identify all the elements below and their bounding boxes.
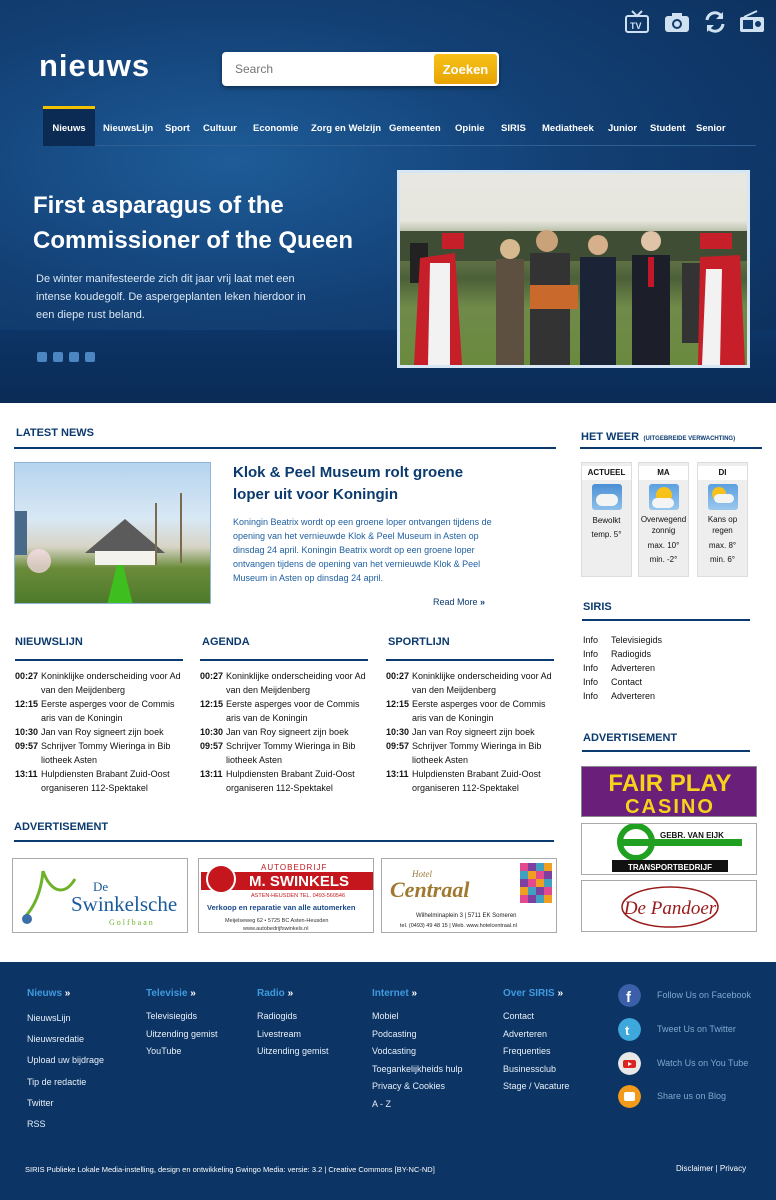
item-text: Schrijver Tommy Wieringa in Bib liotheek Asten xyxy=(41,741,171,765)
nieuwslijn-heading: NIEUWSLIJN xyxy=(15,636,83,648)
list-item[interactable] xyxy=(200,669,370,697)
footer-heading-internet[interactable] xyxy=(372,988,417,999)
double-chevron-icon: » xyxy=(190,988,196,999)
item-text: Eerste asperges voor de Commis aris van de Koningin xyxy=(41,699,175,723)
search-button[interactable]: Zoeken xyxy=(434,54,497,84)
siris-heading: SIRIS xyxy=(583,601,612,613)
weather-temp: temp. 5° xyxy=(591,530,622,539)
weather-min: min. -2° xyxy=(649,555,678,564)
ad-text: ASTEN-HEUSDEN TEL. 0493-560546 xyxy=(251,893,346,899)
footer-link[interactable]: NieuwsLijn xyxy=(27,1013,71,1023)
ad-fair-play-casino[interactable] xyxy=(581,766,757,817)
nav-item-senior[interactable]: Senior xyxy=(696,123,726,134)
weather-day: MA xyxy=(639,466,688,480)
footer-link[interactable]: Twitter xyxy=(27,1097,54,1108)
nav-item-mediatheek[interactable]: Mediatheek xyxy=(542,123,594,134)
ad-autobedrijf-swinkels[interactable] xyxy=(198,858,374,933)
list-item[interactable] xyxy=(200,725,370,739)
search-box xyxy=(222,52,499,86)
footer-heading-radio[interactable] xyxy=(257,988,293,999)
legal-separator: | xyxy=(715,1164,718,1173)
footer-link[interactable]: Stage / Vacature xyxy=(503,1081,570,1091)
siris-item[interactable] xyxy=(583,647,753,661)
footer-link[interactable]: Contact xyxy=(503,1011,535,1021)
ad-hotel-centraal[interactable] xyxy=(381,858,557,933)
ad-de-pandoer[interactable] xyxy=(581,880,757,932)
siris-item-key: Info xyxy=(583,677,599,687)
footer-link[interactable]: A - Z xyxy=(372,1098,392,1109)
tv-icon[interactable] xyxy=(624,10,650,34)
weather-day: DI xyxy=(698,466,747,480)
siris-item-value: Adverteren xyxy=(611,691,656,701)
list-item[interactable] xyxy=(15,739,185,767)
item-text: Eerste asperges voor de Commis aris van de Koningin xyxy=(412,699,546,723)
footer-link[interactable]: Livestream xyxy=(257,1028,302,1039)
slider-dot-3[interactable] xyxy=(69,352,79,362)
ad-text: Swinkelsche xyxy=(71,892,178,916)
header xyxy=(0,0,776,403)
list-item[interactable] xyxy=(386,767,556,795)
item-text: Schrijver Tommy Wieringa in Bib liotheek Asten xyxy=(226,741,356,765)
siris-item-key: Info xyxy=(583,635,599,645)
social-label: Tweet Us on Twitter xyxy=(657,1024,736,1034)
nav-item-siris[interactable]: SIRIS xyxy=(501,123,526,134)
footer-link[interactable]: Uitzending gemist xyxy=(257,1046,329,1056)
weather-max: max. 10° xyxy=(647,541,680,550)
item-time: 13:11 xyxy=(15,769,38,779)
siris-item[interactable] xyxy=(583,633,753,647)
side-advertisement-rule xyxy=(582,750,750,752)
van-eijk-logo xyxy=(582,824,757,875)
refresh-icon[interactable] xyxy=(702,10,728,34)
item-time: 00:27 xyxy=(200,671,224,681)
sportlijn-heading: SPORTLIJN xyxy=(388,636,450,648)
weather-desc: Overwegend zonnig xyxy=(640,515,687,535)
nav-item-nieuwslijn[interactable]: NieuwsLijn xyxy=(103,123,154,134)
agenda-rule xyxy=(200,659,368,661)
item-text: Eerste asperges voor de Commis aris van de Koningin xyxy=(226,699,360,723)
list-item[interactable] xyxy=(386,739,556,767)
nieuwslijn-column xyxy=(15,635,185,795)
cloudy-icon xyxy=(592,484,622,510)
facebook-icon xyxy=(618,984,641,1007)
footer-link[interactable]: Radiogids xyxy=(257,1011,298,1021)
ad-text: TRANSPORTBEDRIJF xyxy=(627,863,713,872)
social-twitter[interactable] xyxy=(618,1018,776,1042)
weather-card-ma xyxy=(638,462,689,577)
hero-text: De winter manifesteerde zich dit jaar vrij laat met een intense koudegolf. De aspergeplanten leken hierdoor in een diepe rust beland. xyxy=(36,273,306,321)
ad-swinkelsche-golfbaan[interactable] xyxy=(12,858,188,933)
ad-text: De Pandoer xyxy=(623,898,717,919)
double-chevron-icon: » xyxy=(411,988,418,999)
footer-link[interactable]: Businessclub xyxy=(503,1063,557,1074)
footer-links-nieuws xyxy=(27,1008,104,1135)
footer-links-over-siris xyxy=(503,1008,569,1096)
copyright-text: SIRIS Publieke Lokale Media-instelling, design en ontwikkeling Gwingo Media: versie: 3.2 | Creative Commons [BY-NC-ND] xyxy=(25,1165,435,1174)
agenda-heading: AGENDA xyxy=(202,636,250,648)
siris-rule xyxy=(582,619,750,621)
ad-text: AUTOBEDRIJF xyxy=(261,863,328,872)
main-nav xyxy=(43,106,756,146)
footer-links-televisie xyxy=(146,1008,218,1061)
item-text: Jan van Roy signeert zijn boek xyxy=(226,727,349,737)
latest-news-title[interactable]: Klok & Peel Museum rolt groene loper uit voor Koningin xyxy=(233,464,464,503)
footer-heading-label: Radio xyxy=(257,988,285,999)
siris-list xyxy=(583,633,753,703)
item-text: Hulpdiensten Brabant Zuid-Oost organiseren 112-Spektakel xyxy=(226,769,355,793)
footer-heading-label: Televisie xyxy=(146,988,188,999)
footer-heading-label: Nieuws xyxy=(27,988,63,999)
siris-item-key: Info xyxy=(583,663,599,673)
disclaimer-link[interactable]: Disclaimer xyxy=(676,1164,714,1173)
item-time: 09:57 xyxy=(386,741,410,751)
search-input[interactable] xyxy=(222,52,434,86)
list-item[interactable] xyxy=(386,725,556,739)
camera-icon[interactable] xyxy=(664,10,690,34)
list-item[interactable] xyxy=(15,725,185,739)
footer-link[interactable]: Toegankelijkheids hulp xyxy=(372,1063,463,1074)
item-time: 10:30 xyxy=(15,727,39,737)
weather-desc: Bewolkt xyxy=(592,516,621,525)
list-item[interactable] xyxy=(200,697,370,725)
footer-link[interactable]: Podcasting xyxy=(372,1028,417,1039)
hotel-centraal-logo xyxy=(382,859,557,933)
nav-item-nieuws[interactable]: Nieuws xyxy=(43,106,95,146)
slider-dot-2[interactable] xyxy=(53,352,63,362)
list-item[interactable] xyxy=(15,669,185,697)
latest-news-photo[interactable] xyxy=(14,462,211,604)
footer-link[interactable]: Mobiel xyxy=(372,1011,399,1021)
nav-item-junior[interactable]: Junior xyxy=(608,123,638,134)
item-time: 12:15 xyxy=(15,699,39,709)
ad-text: Golfbaan xyxy=(109,918,155,927)
weather-max: max. 8° xyxy=(708,541,737,550)
siris-item-value: Adverteren xyxy=(611,663,656,673)
list-item[interactable] xyxy=(200,739,370,767)
nav-item-cultuur[interactable]: Cultuur xyxy=(203,123,237,134)
ad-text: tel. (0493) 49 48 15 | Web. www.hotelcentraal.nl xyxy=(400,923,517,929)
hero-title[interactable]: First asparagus of the Commissioner of the Queen xyxy=(33,192,354,254)
item-text: Jan van Roy signeert zijn boek xyxy=(412,727,535,737)
rain-icon xyxy=(708,484,738,510)
footer-link[interactable]: YouTube xyxy=(146,1046,182,1056)
list-item[interactable] xyxy=(386,697,556,725)
nav-item-sport[interactable]: Sport xyxy=(165,123,190,134)
autobedrijf-logo xyxy=(199,859,374,933)
footer-link[interactable]: Upload uw bijdrage xyxy=(27,1055,105,1066)
nav-item-economie[interactable]: Economie xyxy=(253,123,299,134)
footer-link[interactable]: Nieuwsredatie xyxy=(27,1034,85,1045)
list-item[interactable] xyxy=(15,767,185,795)
siris-item[interactable] xyxy=(583,661,753,675)
ad-text: De xyxy=(93,879,109,894)
sportlijn-column xyxy=(386,635,556,795)
double-chevron-icon: » xyxy=(64,988,71,999)
footer-link[interactable]: RSS xyxy=(27,1119,46,1130)
ad-gebr-van-eijk[interactable] xyxy=(581,823,757,875)
list-item[interactable] xyxy=(386,669,556,697)
footer-heading-label: Internet xyxy=(372,988,409,999)
ad-text: Verkoop en reparatie van alle automerken xyxy=(207,903,356,912)
legal-links xyxy=(676,1164,746,1173)
privacy-link[interactable]: Privacy xyxy=(719,1164,747,1173)
side-advertisement-heading: ADVERTISEMENT xyxy=(583,732,678,744)
youtube-icon xyxy=(618,1052,641,1075)
footer-link[interactable]: Privacy & Cookies xyxy=(372,1081,446,1091)
footer-link[interactable]: Adverteren xyxy=(503,1028,548,1039)
fair-play-logo xyxy=(582,767,757,817)
blog-icon xyxy=(618,1085,641,1108)
weather-card-actueel xyxy=(581,462,632,577)
nav-item-zorg-en-welzijn[interactable]: Zorg en Welzijn xyxy=(311,123,382,134)
siris-item[interactable] xyxy=(583,689,753,703)
weather-desc: Kans op regen xyxy=(707,515,738,535)
social-label: Share us on Blog xyxy=(657,1091,727,1101)
svg-text:TV: TV xyxy=(630,21,642,31)
nav-item-opinie[interactable]: Opinie xyxy=(455,123,485,134)
social-blog[interactable] xyxy=(618,1085,776,1109)
weather-day: ACTUEEL xyxy=(582,466,631,480)
list-item[interactable] xyxy=(200,767,370,795)
double-chevron-icon: » xyxy=(557,988,564,999)
footer-heading-over-siris[interactable] xyxy=(503,988,563,999)
weather-subtitle[interactable]: (UITGEBREIDE VERWACHTING) xyxy=(643,436,736,442)
footer-link[interactable]: Tip de redactie xyxy=(27,1076,87,1087)
nieuwslijn-rule xyxy=(15,659,183,661)
hero-photo[interactable] xyxy=(397,170,750,368)
advertisement-rule xyxy=(14,840,554,842)
item-time: 09:57 xyxy=(15,741,39,751)
svg-text:t: t xyxy=(625,1023,630,1038)
ad-text: Wilhelminaplein 3 | 5711 EK Someren xyxy=(416,913,517,919)
weather-card-di xyxy=(697,462,748,577)
museum-photo xyxy=(15,463,211,604)
radio-icon[interactable] xyxy=(739,10,765,34)
ad-text: CASINO xyxy=(625,796,715,817)
advertisement-heading: ADVERTISEMENT xyxy=(14,821,109,833)
latest-news-rule xyxy=(14,447,556,449)
item-time: 12:15 xyxy=(386,699,410,709)
siris-item-key: Info xyxy=(583,649,599,659)
item-text: Koninklijke onderscheiding voor Ad van den Meijdenberg xyxy=(41,671,181,695)
social-youtube[interactable] xyxy=(618,1052,776,1076)
read-more-link[interactable] xyxy=(433,597,485,607)
item-time: 00:27 xyxy=(15,671,39,681)
ad-text: Meijelseweg 62 • 5725 BC Asten-Heusden xyxy=(225,918,329,924)
siris-item-value: Televisiegids xyxy=(611,635,663,645)
weather-min: min. 6° xyxy=(710,555,735,564)
weather-rule xyxy=(580,447,762,449)
footer-link[interactable]: Uitzending gemist xyxy=(146,1028,218,1039)
item-time: 12:15 xyxy=(200,699,224,709)
svg-text:f: f xyxy=(626,989,631,1006)
item-text: Schrijver Tommy Wieringa in Bib liotheek Asten xyxy=(412,741,542,765)
twitter-icon xyxy=(618,1018,641,1041)
latest-news-heading: LATEST NEWS xyxy=(16,427,95,439)
ad-text: Centraal xyxy=(390,877,470,902)
siris-item-value: Contact xyxy=(611,677,643,687)
ad-text: GEBR. VAN EIJK xyxy=(660,831,724,840)
golf-logo xyxy=(13,859,188,933)
footer-link[interactable]: Televisiegids xyxy=(146,1011,198,1021)
list-item[interactable] xyxy=(15,697,185,725)
social-label: Watch Us on You Tube xyxy=(657,1058,749,1068)
footer-heading-televisie[interactable] xyxy=(146,988,196,999)
double-chevron-icon: » xyxy=(480,597,486,607)
item-text: Hulpdiensten Brabant Zuid-Oost organiseren 112-Spektakel xyxy=(41,769,170,793)
nav-item-student[interactable]: Student xyxy=(650,123,686,134)
ad-text: Hotel xyxy=(412,869,432,879)
item-text: Koninklijke onderscheiding voor Ad van den Meijdenberg xyxy=(226,671,366,695)
item-time: 13:11 xyxy=(200,769,223,779)
footer-heading-nieuws[interactable] xyxy=(27,988,70,999)
nav-item-gemeenten[interactable]: Gemeenten xyxy=(389,123,441,134)
footer-links-radio xyxy=(257,1008,329,1061)
read-more-label: Read More xyxy=(433,597,478,607)
item-text: Jan van Roy signeert zijn boek xyxy=(41,727,164,737)
social-facebook[interactable] xyxy=(618,984,776,1008)
pandoer-logo xyxy=(582,881,757,932)
partly-sunny-icon xyxy=(649,484,679,510)
site-logo[interactable]: nieuws xyxy=(39,48,151,83)
double-chevron-icon: » xyxy=(287,988,294,999)
item-time: 00:27 xyxy=(386,671,410,681)
agenda-column xyxy=(200,635,370,795)
ad-text: FAIR PLAY xyxy=(608,770,732,797)
latest-news-text: Koningin Beatrix wordt op een groene loper ontvangen tijdens de opening van het vernieuwde Klok & Peel Museum in Asten op dinsdag 24 april. Koningin Beatrix wordt op een groene loper ontvangen tijdens de opening van het vernieuwde Klok & Peel Museum in Asten op dinsdag 24 april. xyxy=(233,517,492,583)
item-text: Koninklijke onderscheiding voor Ad van den Meijdenberg xyxy=(412,671,552,695)
item-text: Hulpdiensten Brabant Zuid-Oost organiseren 112-Spektakel xyxy=(412,769,541,793)
footer-link[interactable]: Frequenties xyxy=(503,1046,551,1056)
hero-photo-people xyxy=(400,173,747,365)
social-label: Follow Us on Facebook xyxy=(657,990,752,1000)
weather-heading xyxy=(581,427,735,445)
footer-link[interactable]: Vodcasting xyxy=(372,1046,417,1056)
slider-dot-1[interactable] xyxy=(37,352,47,362)
siris-item[interactable] xyxy=(583,675,753,689)
footer-links-internet xyxy=(372,1008,463,1113)
footer-heading-label: Over SIRIS xyxy=(503,988,555,999)
ad-text: www.autobedrijfswinkels.nl xyxy=(243,926,309,932)
item-time: 10:30 xyxy=(386,727,410,737)
sportlijn-rule xyxy=(386,659,554,661)
item-time: 09:57 xyxy=(200,741,224,751)
siris-item-key: Info xyxy=(583,691,599,701)
siris-item-value: Radiogids xyxy=(611,649,652,659)
ad-text: M. SWINKELS xyxy=(249,873,349,890)
item-time: 13:11 xyxy=(386,769,409,779)
weather-title: HET WEER xyxy=(581,431,640,443)
item-time: 10:30 xyxy=(200,727,224,737)
slider-dot-4[interactable] xyxy=(85,352,95,362)
